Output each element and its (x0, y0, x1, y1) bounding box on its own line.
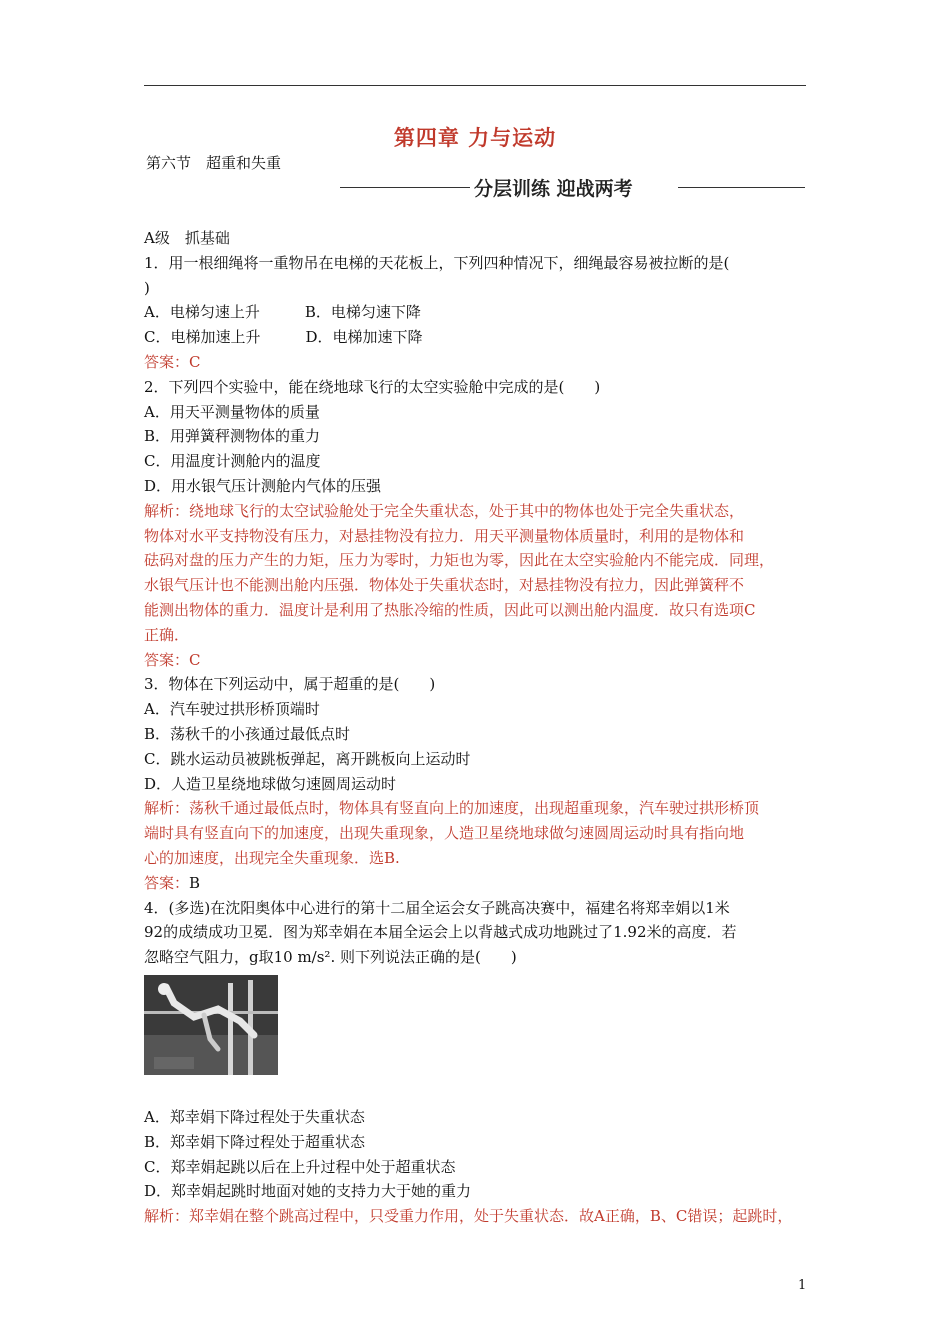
option-line: C．郑幸娟起跳以后在上升过程中处于超重状态 (144, 1157, 456, 1176)
option-line: A．用天平测量物体的质量 (144, 402, 320, 421)
banner-line-left (340, 187, 470, 188)
option-line: C．跳水运动员被跳板弹起，离开跳板向上运动时 (144, 749, 471, 768)
explanation-line: 能测出物体的重力．温度计是利用了热胀冷缩的性质，因此可以测出舱内温度．故只有选项C (144, 600, 756, 619)
option-line: B．郑幸娟下降过程处于超重状态 (144, 1132, 366, 1151)
answer-line (144, 648, 810, 673)
header-rule (144, 85, 806, 86)
banner-line-right (678, 187, 805, 188)
explanation-line: 端时具有竖直向下的加速度，出现失重现象，人造卫星绕地球做匀速圆周运动时具有指向地 (144, 824, 745, 843)
explanation-line: 正确． (144, 625, 190, 644)
option-line: B．用弹簧秤测物体的重力 (144, 427, 321, 446)
explanation-text: 绕地球飞行的太空试验舱处于完全失重状态，处于其中的物体也处于完全失重状态， (189, 501, 745, 520)
explanation-label: 解析： (144, 799, 190, 818)
option-line: C．电梯加速上升 D．电梯加速下降 (144, 328, 423, 347)
question-stem: 忽略空气阻力，g取10 m/s². 则下列说法正确的是( ) (144, 948, 517, 967)
question-stem: ) (144, 278, 150, 297)
option-line: D．人造卫星绕地球做匀速圆周运动时 (144, 774, 397, 793)
answer-line (144, 350, 810, 375)
question-3 (144, 672, 810, 895)
section-title: 第六节 超重和失重 (146, 154, 282, 172)
question-4 (144, 896, 810, 1229)
option-line: C．用温度计测舱内的温度 (144, 452, 321, 471)
explanation-line: 水银气压计也不能测出舱内压强．物体处于失重状态时，对悬挂物没有拉力，因此弹簧秤不 (144, 576, 745, 595)
question-stem: 92的成绩成功卫冕．图为郑幸娟在本届全运会上以背越式成功地跳过了1.92米的高度．若 (144, 923, 737, 942)
option-line: D．用水银气压计测舱内气体的压强 (144, 476, 382, 495)
level-heading: A级 抓基础 (144, 229, 230, 247)
answer-value: C (189, 352, 201, 371)
answer-label: 答案： (144, 352, 190, 371)
explanation-text: 郑幸娟在整个跳高过程中，只受重力作用，处于失重状态．故A正确，B、C错误；起跳时， (189, 1207, 793, 1226)
explanation-label: 解析： (144, 1207, 190, 1226)
question-stem: 1．用一根细绳将一重物吊在电梯的天花板上，下列四种情况下，细绳最容易被拉断的是( (144, 253, 730, 272)
option-line: A．汽车驶过拱形桥顶端时 (144, 700, 320, 719)
high-jump-photo (144, 975, 278, 1075)
explanation-line: 物体对水平支持物没有压力，对悬挂物没有拉力．用天平测量物体质量时，利用的是物体和 (144, 526, 745, 545)
option-line: A．郑幸娟下降过程处于失重状态 (144, 1107, 365, 1126)
option-line: A．电梯匀速上升 B．电梯匀速下降 (144, 303, 421, 322)
option-line: D．郑幸娟起跳时地面对她的支持力大于她的重力 (144, 1182, 472, 1201)
explanation-line (144, 796, 810, 821)
explanation-line (144, 1204, 810, 1229)
question-2 (144, 375, 810, 673)
answer-value: B (189, 873, 201, 892)
page-number: 1 (798, 1278, 807, 1293)
answer-value: C (189, 650, 201, 669)
exercise-content (144, 226, 810, 1229)
explanation-line: 心的加速度，出现完全失重现象．选B. (144, 848, 400, 867)
explanation-label: 解析： (144, 501, 190, 520)
banner-text: 分层训练 迎战两考 (474, 178, 633, 200)
explanation-line (144, 499, 810, 524)
answer-label: 答案： (144, 873, 190, 892)
answer-label: 答案： (144, 650, 190, 669)
banner (300, 174, 805, 200)
explanation-text: 荡秋千通过最低点时，物体具有竖直向上的加速度，出现超重现象，汽车驶过拱形桥顶 (189, 799, 760, 818)
question-stem: 3．物体在下列运动中，属于超重的是( ) (144, 675, 436, 694)
question-1 (144, 251, 810, 375)
explanation-line: 砝码对盘的压力产生的力矩，压力为零时，力矩也为零，因此在太空实验舱内不能完成．同理， (144, 551, 775, 570)
option-line: B．荡秋千的小孩通过最低点时 (144, 724, 351, 743)
question-stem: 2．下列四个实验中，能在绕地球飞行的太空实验舱中完成的是( ) (144, 377, 601, 396)
question-stem: 4．(多选)在沈阳奥体中心进行的第十二届全运会女子跳高决赛中，福建名将郑幸娟以1米 (144, 898, 730, 917)
answer-line (144, 871, 810, 896)
chapter-title: 第四章 力与运动 (393, 125, 557, 150)
